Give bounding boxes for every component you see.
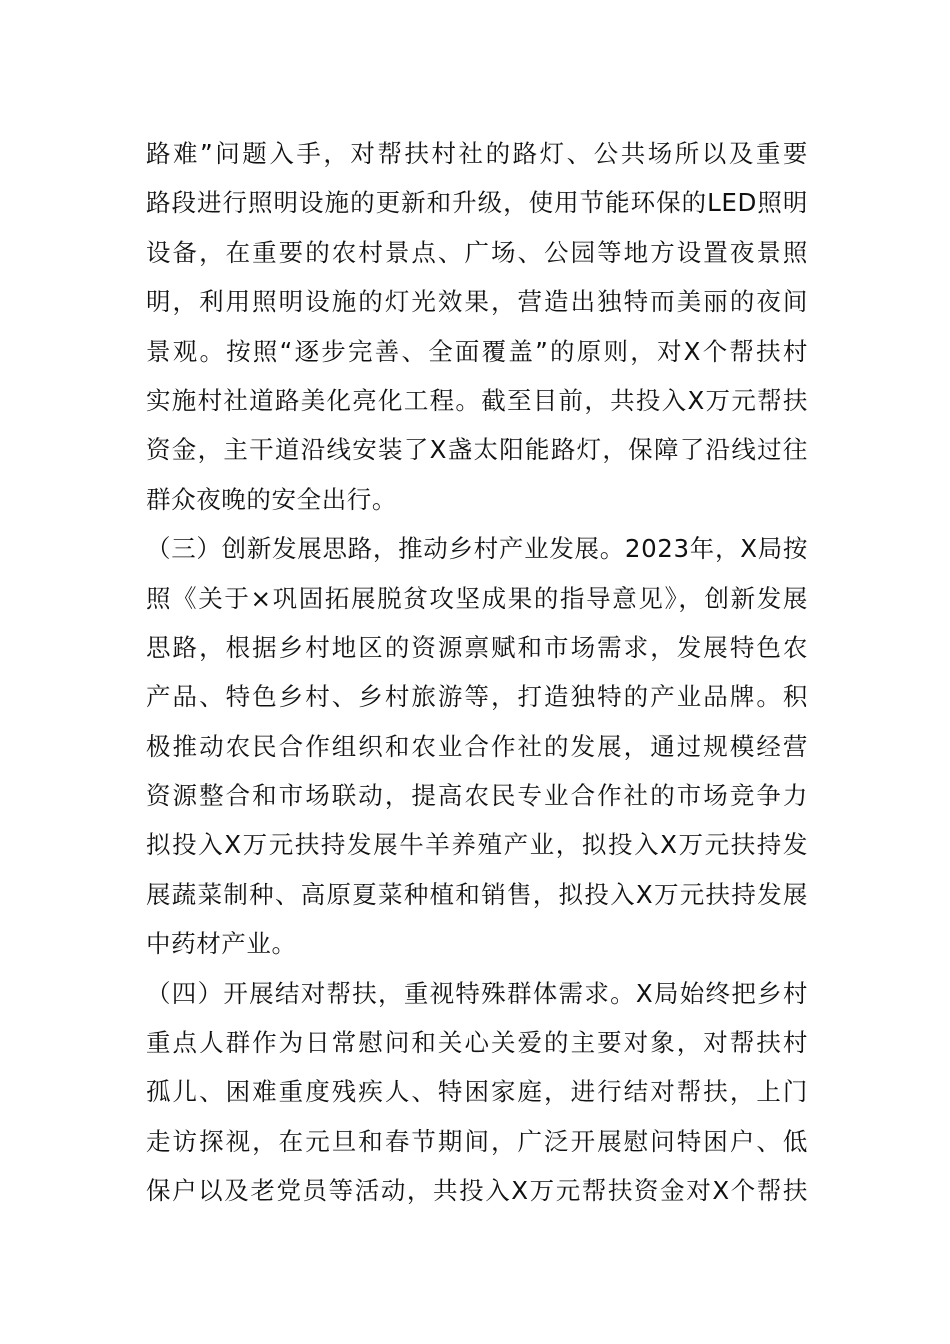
text-line: 极推动农民合作组织和农业合作社的发展，通过规模经营: [146, 731, 808, 761]
text-line: 资源整合和市场联动，提高农民专业合作社的市场竞争力: [146, 781, 808, 811]
text-line: 设备，在重要的农村景点、广场、公园等地方设置夜景照: [146, 237, 808, 267]
text-line: （四）开展结对帮扶，重视特殊群体需求。X局始终把乡村: [146, 978, 808, 1008]
text-line: 路难”问题入手，对帮扶村社的路灯、公共场所以及重要: [146, 139, 808, 168]
text-line: 资金，主干道沿线安装了X盏太阳能路灯，保障了沿线过往: [146, 435, 808, 465]
text-line: 思路，根据乡村地区的资源禀赋和市场需求，发展特色农: [146, 632, 808, 662]
text-line: 保户以及老党员等活动，共投入X万元帮扶资金对X个帮扶: [146, 1176, 808, 1206]
text-line: 产品、特色乡村、乡村旅游等，打造独特的产业品牌。积: [146, 682, 808, 712]
text-line: 孤儿、困难重度残疾人、特困家庭，进行结对帮扶，上门: [146, 1077, 808, 1107]
text-line: 拟投入X万元扶持发展牛羊养殖产业，拟投入X万元扶持发: [146, 830, 808, 860]
body-text: [146, 129, 808, 1216]
text-line: 群众夜晚的安全出行。: [146, 484, 397, 514]
text-line: 中药材产业。: [146, 929, 297, 959]
text-line: 重点人群作为日常慰问和关心关爱的主要对象，对帮扶村: [146, 1028, 808, 1058]
text-line: 路段进行照明设施的更新和升级，使用节能环保的LED照明: [146, 188, 808, 218]
text-line: 实施村社道路美化亮化工程。截至目前，共投入X万元帮扶: [146, 385, 808, 415]
text-line: 景观。按照“逐步完善、全面覆盖”的原则，对X个帮扶村: [146, 336, 808, 366]
text-line: 照《关于×巩固拓展脱贫攻坚成果的指导意见》，创新发展: [146, 583, 808, 613]
text-line: （三）创新发展思路，推动乡村产业发展。2023年，X局按: [146, 534, 808, 564]
text-line: 走访探视，在元旦和春节期间，广泛开展慰问特困户、低: [146, 1126, 808, 1156]
text-line: 展蔬菜制种、高原夏菜种植和销售，拟投入X万元扶持发展: [146, 879, 808, 909]
text-line: 明，利用照明设施的灯光效果，营造出独特而美丽的夜间: [146, 287, 808, 317]
